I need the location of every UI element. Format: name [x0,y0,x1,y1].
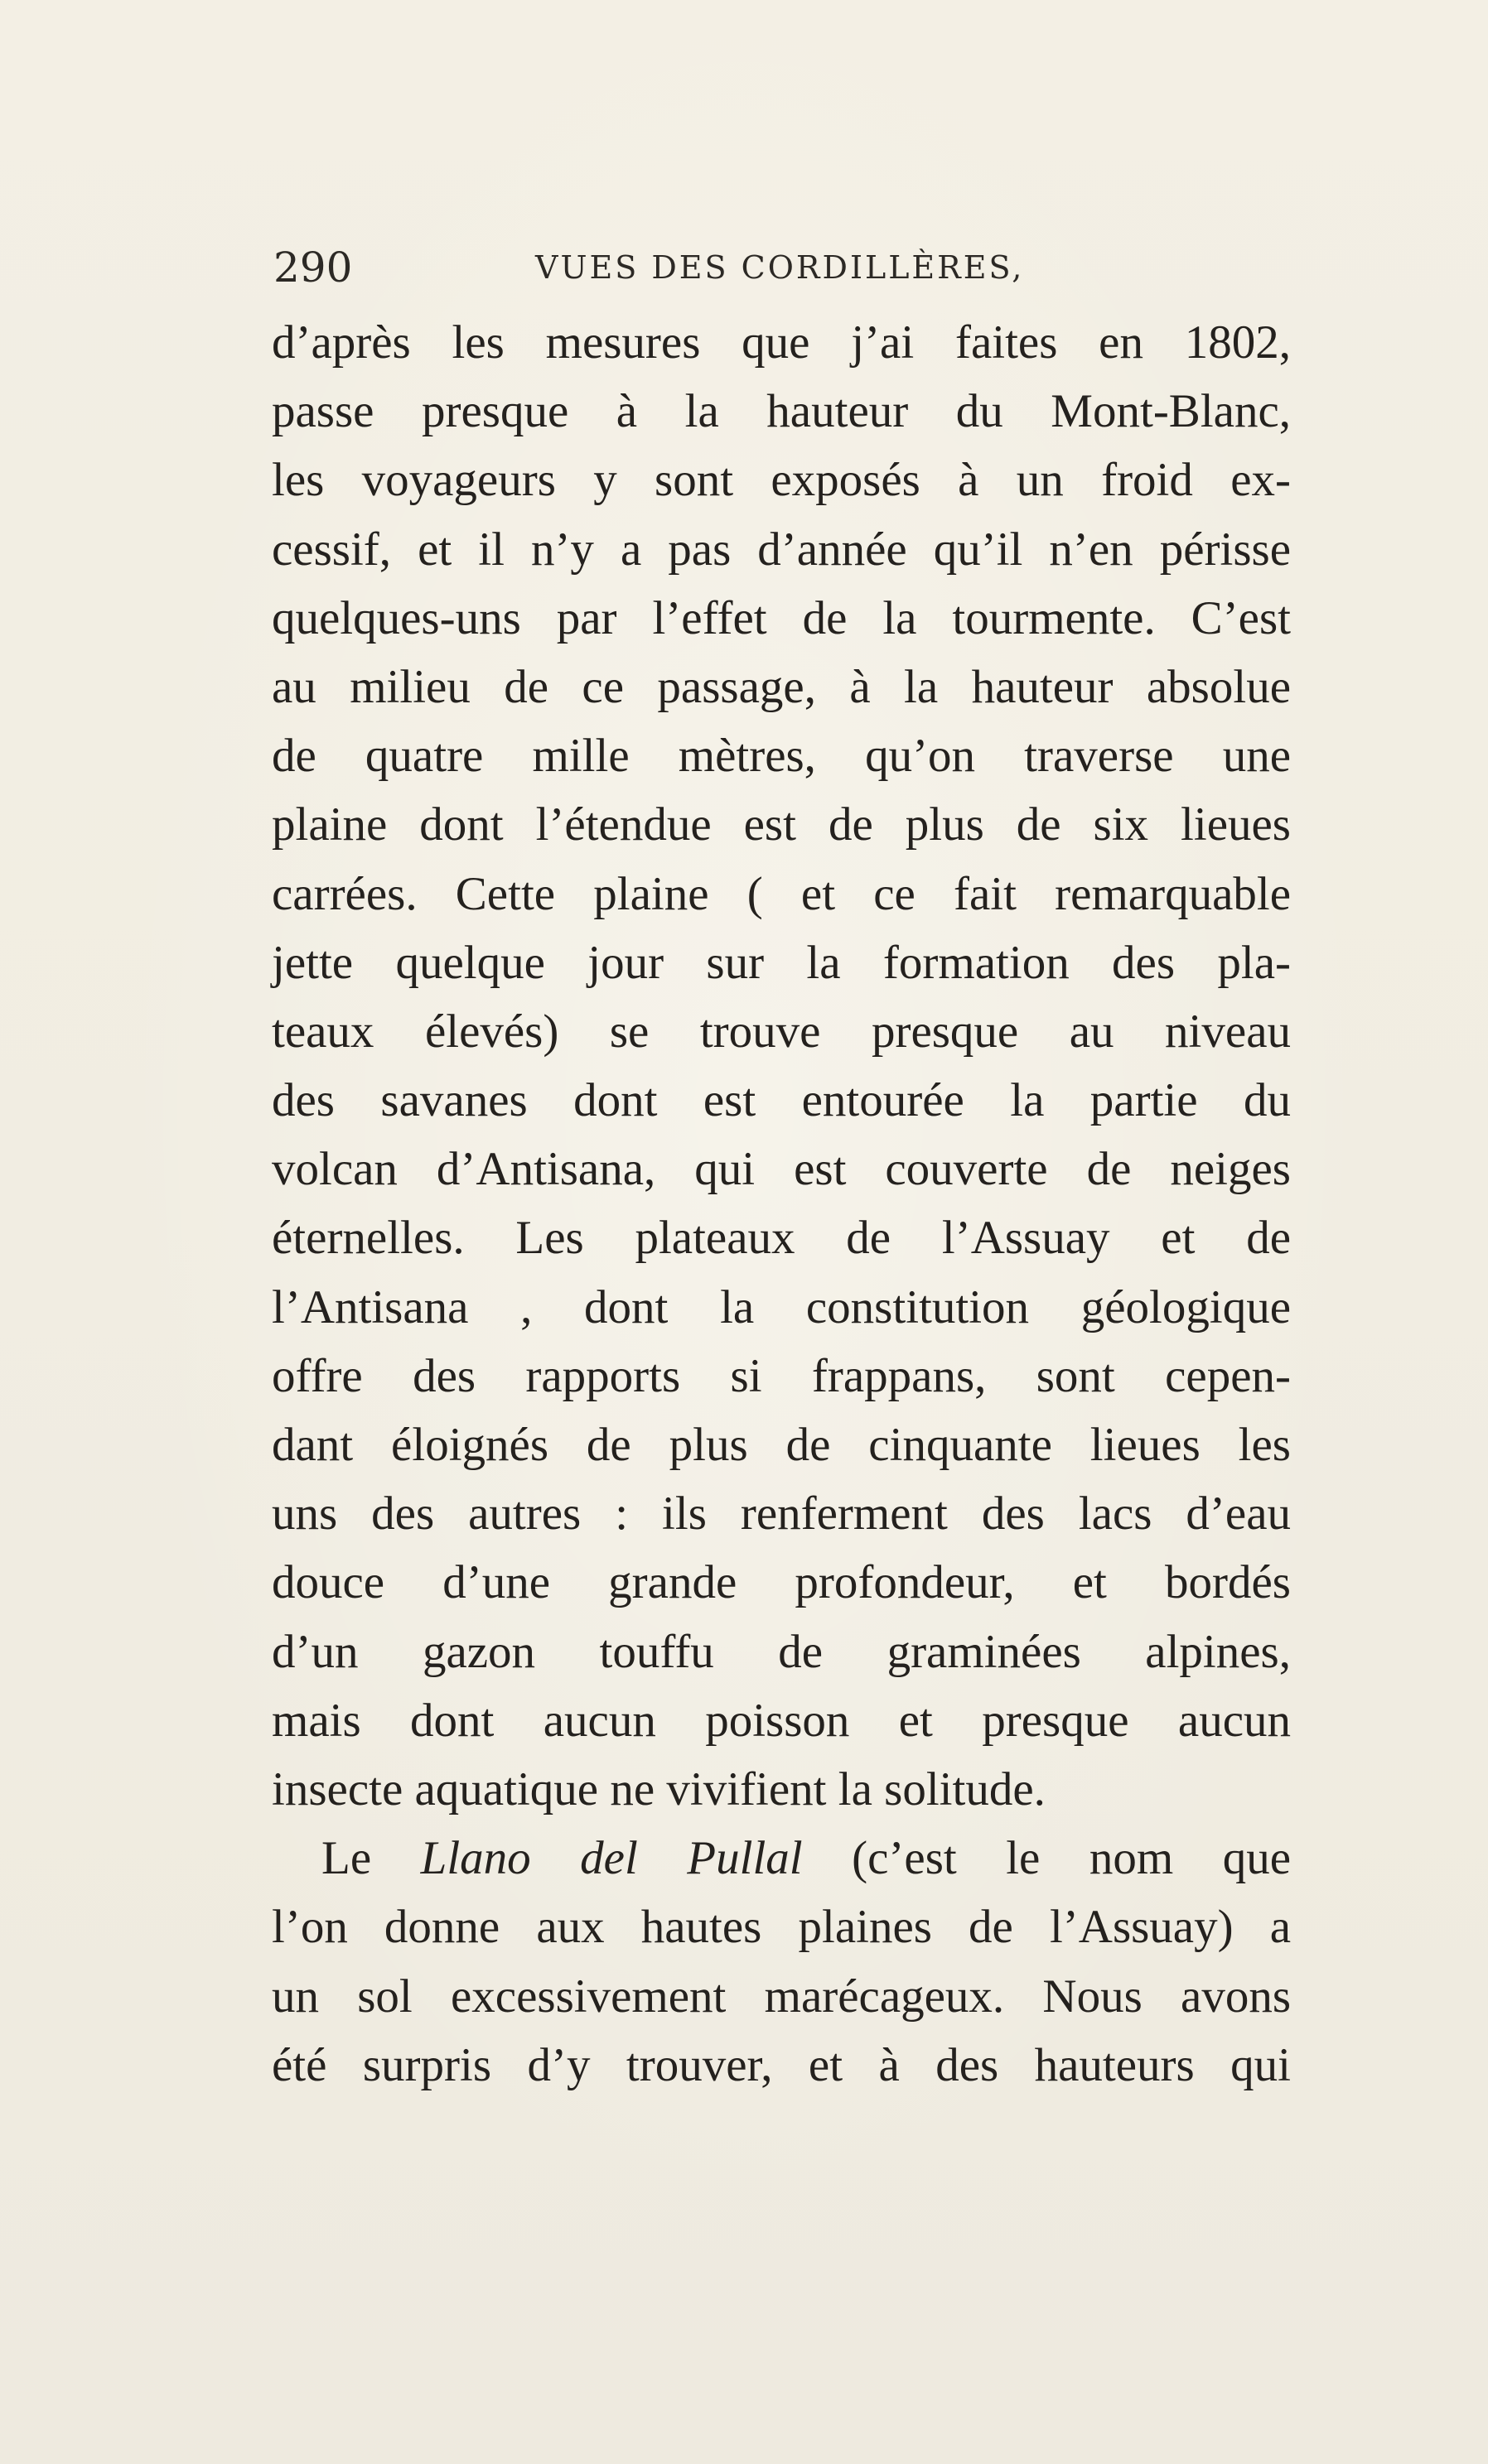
page-header [273,239,1309,297]
text-line: quelques-uns par l’effet de la tourmente. C’est [272,591,1291,644]
page-number: 290 [273,244,353,292]
text-line [272,1824,1291,1893]
running-title: VUES DES CORDILLÈRES, [535,249,1025,286]
text-line: de quatre mille mètres, qu’on traverse une [272,730,1291,783]
text-line: au milieu de ce passage, à la hauteur absolue [272,660,1291,713]
text-line: l’Antisana , dont la constitution géologique [272,1280,1291,1333]
text-run: (c’est le nom que [802,1832,1292,1885]
text-line: dant éloignés de plus de cinquante lieues les [272,1419,1291,1471]
text-line: offre des rapports si frappans, sont cepen- [272,1349,1291,1402]
text-line: volcan d’Antisana, qui est couverte de neiges [272,1143,1291,1196]
text-line: un sol excessivement marécageux. Nous avons [272,1970,1291,2023]
italic-place-name: Llano del Pullal [420,1832,803,1885]
text-line: cessif, et il n’y a pas d’année qu’il n’en périsse [272,523,1291,576]
text-line: été surpris d’y trouver, et à des hauteurs qui [272,2038,1291,2091]
text-line: uns des autres : ils renferment des lacs d’eau [272,1488,1291,1541]
text-line: éternelles. Les plateaux de l’Assuay et de [272,1212,1291,1265]
text-line: insecte aquatique ne vivifient la solitude. [272,1762,1046,1815]
text-line: plaine dont l’étendue est de plus de six lieues [272,798,1291,851]
text-run: Le [321,1832,421,1885]
text-line: d’après les mesures que j’ai faites en 1802, [272,316,1291,369]
text-line: teaux élevés) se trouve presque au niveau [272,1005,1291,1058]
text-line: jette quelque jour sur la formation des pla- [272,936,1291,989]
paragraph-1 [272,308,1291,1824]
text-line: carrées. Cette plaine ( et ce fait remarquable [272,867,1291,920]
text-line: d’un gazon touffu de graminées alpines, [272,1625,1291,1678]
text-line: passe presque à la hauteur du Mont-Blanc, [272,385,1291,438]
paragraph-2 [272,1824,1291,2100]
text-line: douce d’une grande profondeur, et bordés [272,1556,1291,1609]
text-line: les voyageurs y sont exposés à un froid ex- [272,454,1291,507]
body-text [272,308,1291,2100]
text-line: mais dont aucun poisson et presque aucun [272,1694,1291,1747]
text-line: l’on donne aux hautes plaines de l’Assuay) a [272,1901,1291,1954]
text-line: des savanes dont est entourée la partie du [272,1074,1291,1127]
